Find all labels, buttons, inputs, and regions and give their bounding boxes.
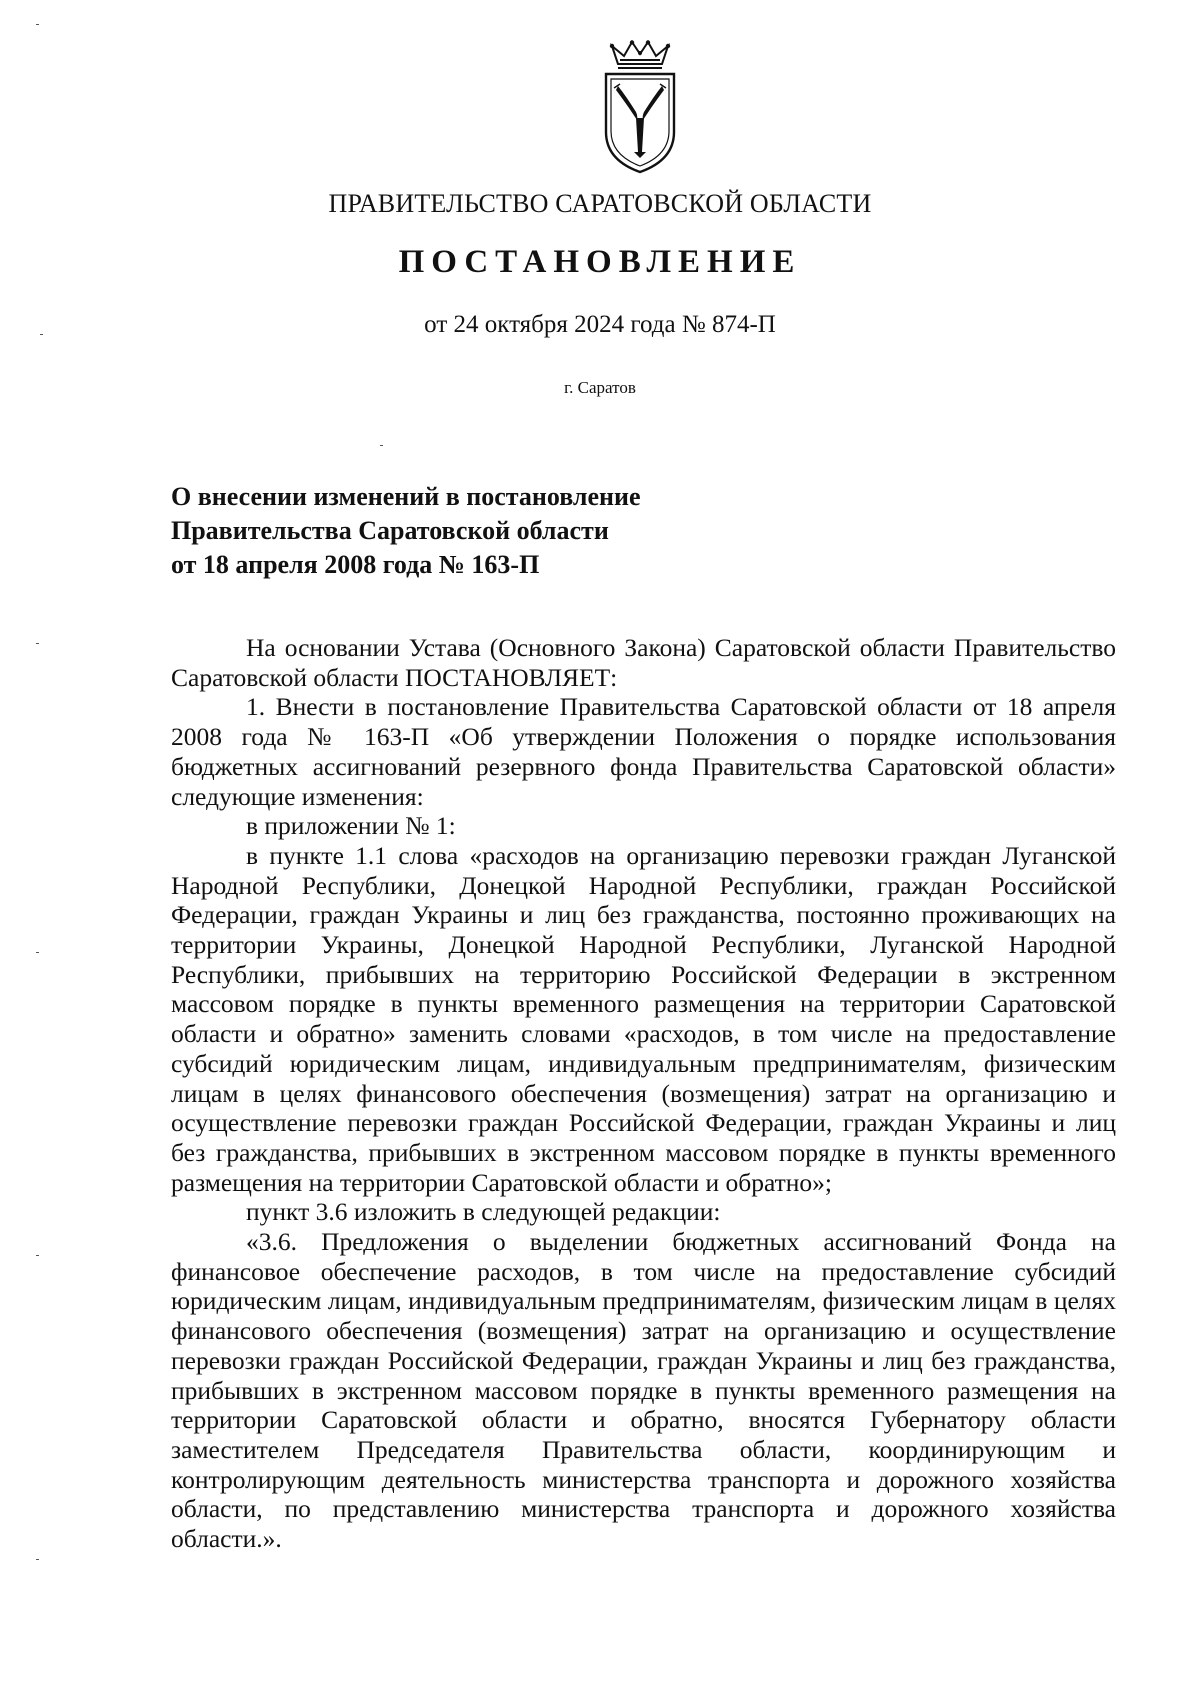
subject-line: Правительства Саратовской области [171,516,609,545]
body-paragraph-item-1: 1. Внести в постановление Правительства Саратовской области от 18 апреля 2008 года № 163-П «Об утверждении Положения о порядке использования бюджетных ассигнований резервного фонда Правительства Саратовской области» следующие изменения: [171,692,1116,811]
scan-speck [36,1559,39,1560]
body-paragraph-preamble: На основании Устава (Основного Закона) Саратовской области Правительство Саратовской области ПОСТАНОВЛЯЕТ: [171,633,1116,692]
government-name: ПРАВИТЕЛЬСТВО САРАТОВСКОЙ ОБЛАСТИ [328,189,872,218]
scan-speck [40,334,43,335]
scan-speck [36,1255,39,1256]
coat-of-arms-graphic [596,40,684,174]
body-paragraph-clause-3-6-intro: пункт 3.6 изложить в следующей редакции: [246,1197,721,1227]
scan-speck [36,952,39,953]
scan-speck [36,643,39,644]
document-date-number: от 24 октября 2024 года № 874-П [424,311,776,338]
document-city: г. Саратов [564,378,636,397]
saratov-coat-of-arms-icon [596,40,684,174]
document-type-title: ПОСТАНОВЛЕНИЕ [398,244,802,280]
body-paragraph-appendix: в приложении № 1: [246,811,456,841]
scan-speck [380,445,383,446]
body-paragraph-clause-1-1: в пункте 1.1 слова «расходов на организацию перевозки граждан Луганской Народной Республики, Донецкой Народной Республики, граждан Российской Федерации, граждан Украины и лиц без гражданства, постоянно проживающих на территории Украины, Донецкой Народной Республики, Луганской Народной Республики, прибывших на территорию Российской Федерации в экстренном массовом порядке в пункты временного размещения на территории Саратовской области и обратно» заменить словами «расходов, в том числе на предоставление субсидий юридическим лицам, индивидуальным предпринимателям, физическим лицам в целях финансового обеспечения (возмещения) затрат на организацию и осуществление перевозки граждан Российской Федерации, граждан Украины и лиц без гражданства, прибывших в экстренном массовом порядке в пункты временного размещения на территории Саратовской области и обратно»; [171,840,1116,1197]
scan-speck [36,24,39,25]
body-paragraph-clause-3-6-text: «3.6. Предложения о выделении бюджетных ассигнований Фонда на финансовое обеспечение расходов, в том числе на предоставление субсидий юридическим лицам, индивидуальным предпринимателям, физическим лицам в целях финансового обеспечения (возмещения) затрат на организацию и осуществление перевозки граждан Российской Федерации, граждан Украины и лиц без гражданства, прибывших в экстренном массовом порядке в пункты временного размещения на территории Саратовской области и обратно, вносятся Губернатору области заместителем Председателя Правительства области, координирующим и контролирующим деятельность министерства транспорта и дорожного хозяйства области, по представлению министерства транспорта и дорожного хозяйства области.». [171,1227,1116,1554]
subject-line: О внесении изменений в постановление [171,482,641,511]
subject-line: от 18 апреля 2008 года № 163-П [171,550,540,579]
document-subject [171,480,641,582]
document-body [171,633,1116,1554]
